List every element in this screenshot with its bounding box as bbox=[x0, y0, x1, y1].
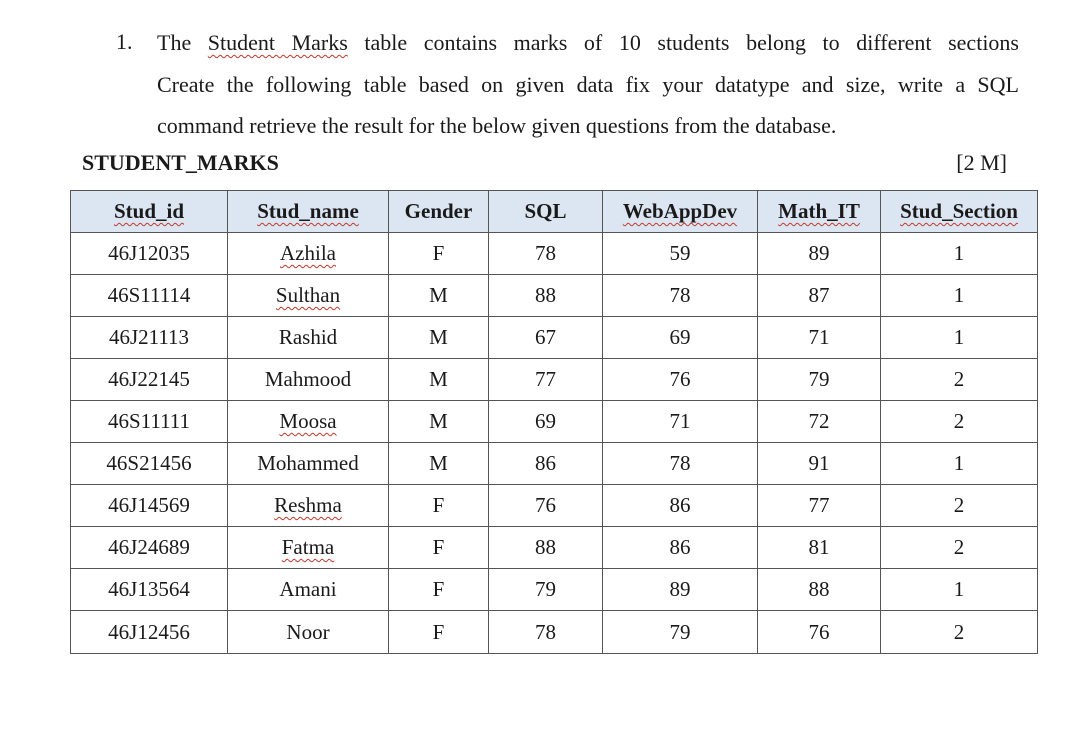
cell-sql bbox=[489, 527, 603, 569]
cell-sql bbox=[489, 275, 603, 317]
header-stud-section bbox=[881, 191, 1038, 233]
cell-sql-value: 69 bbox=[535, 409, 556, 433]
cell-math-it bbox=[758, 527, 881, 569]
cell-webappdev bbox=[603, 401, 758, 443]
cell-stud-name bbox=[228, 233, 389, 275]
cell-webappdev-value: 78 bbox=[669, 451, 691, 475]
cell-gender-value: F bbox=[432, 577, 445, 601]
cell-webappdev-value: 76 bbox=[669, 367, 691, 391]
cell-math-it-value: 72 bbox=[808, 409, 830, 433]
table-header-row bbox=[71, 191, 1038, 233]
cell-stud-name bbox=[228, 443, 389, 485]
cell-stud-section-value: 2 bbox=[953, 367, 965, 391]
cell-stud-name bbox=[228, 275, 389, 317]
cell-stud-id-value: 46J22145 bbox=[108, 367, 190, 391]
cell-stud-id-value: 46S21456 bbox=[106, 451, 192, 475]
cell-stud-id bbox=[71, 401, 228, 443]
question-line-2: Create the following table based on given data fix your datatype and size, write a SQL bbox=[157, 71, 1019, 97]
table-row bbox=[71, 611, 1038, 654]
table-row bbox=[71, 275, 1038, 317]
cell-sql bbox=[489, 485, 603, 527]
cell-gender bbox=[389, 359, 489, 401]
cell-stud-section bbox=[881, 611, 1038, 654]
student-marks-table bbox=[70, 190, 1038, 654]
table-row bbox=[71, 527, 1038, 569]
cell-stud-section bbox=[881, 443, 1038, 485]
header-stud-name bbox=[228, 191, 389, 233]
cell-sql bbox=[489, 359, 603, 401]
header-sql-label: SQL bbox=[524, 199, 567, 223]
header-stud-id bbox=[71, 191, 228, 233]
question-line-3: command retrieve the result for the below given questions from the database. bbox=[157, 113, 837, 138]
cell-gender bbox=[389, 401, 489, 443]
cell-webappdev bbox=[603, 569, 758, 611]
cell-math-it-value: 88 bbox=[808, 577, 830, 601]
cell-stud-section bbox=[881, 485, 1038, 527]
cell-sql bbox=[489, 611, 603, 654]
header-stud-id-label: Stud_id bbox=[113, 199, 185, 223]
cell-sql-value: 79 bbox=[535, 577, 556, 601]
cell-webappdev bbox=[603, 317, 758, 359]
cell-stud-section-value: 2 bbox=[953, 619, 965, 644]
cell-math-it bbox=[758, 317, 881, 359]
cell-gender-value: M bbox=[429, 283, 448, 307]
cell-sql bbox=[489, 317, 603, 359]
cell-gender-value: M bbox=[429, 409, 448, 433]
cell-stud-section-value: 2 bbox=[953, 535, 965, 559]
cell-stud-id-value: 46J12456 bbox=[108, 619, 190, 644]
table-row bbox=[71, 569, 1038, 611]
table-row bbox=[71, 317, 1038, 359]
cell-webappdev-value: 86 bbox=[669, 535, 691, 559]
cell-gender bbox=[389, 233, 489, 275]
cell-gender-value: F bbox=[432, 493, 445, 517]
cell-webappdev-value: 78 bbox=[669, 283, 691, 307]
cell-stud-section-value: 1 bbox=[953, 577, 965, 601]
question-line-1-start: The bbox=[157, 30, 208, 55]
cell-gender bbox=[389, 569, 489, 611]
cell-math-it bbox=[758, 233, 881, 275]
cell-gender-value: F bbox=[432, 241, 445, 265]
cell-stud-id bbox=[71, 275, 228, 317]
cell-stud-id bbox=[71, 485, 228, 527]
cell-webappdev bbox=[603, 611, 758, 654]
cell-math-it bbox=[758, 401, 881, 443]
cell-stud-section bbox=[881, 233, 1038, 275]
cell-stud-id bbox=[71, 443, 228, 485]
table-name-reference: Student Marks bbox=[207, 30, 348, 55]
cell-webappdev bbox=[603, 443, 758, 485]
cell-gender bbox=[389, 485, 489, 527]
cell-stud-section bbox=[881, 359, 1038, 401]
cell-stud-id bbox=[71, 317, 228, 359]
cell-stud-name bbox=[228, 317, 389, 359]
cell-stud-section bbox=[881, 401, 1038, 443]
cell-gender bbox=[389, 611, 489, 654]
cell-gender bbox=[389, 317, 489, 359]
cell-stud-id-value: 46J14569 bbox=[108, 493, 190, 517]
cell-stud-section-value: 2 bbox=[953, 493, 965, 517]
cell-math-it bbox=[758, 611, 881, 654]
cell-gender-value: M bbox=[429, 367, 448, 391]
cell-stud-name-value: Reshma bbox=[274, 493, 342, 517]
header-webappdev bbox=[603, 191, 758, 233]
cell-sql-value: 78 bbox=[535, 619, 556, 644]
cell-stud-name bbox=[228, 611, 389, 654]
cell-sql-value: 88 bbox=[535, 283, 556, 307]
cell-math-it bbox=[758, 485, 881, 527]
cell-webappdev bbox=[603, 233, 758, 275]
question-line-1 bbox=[157, 22, 1019, 64]
cell-stud-id bbox=[71, 611, 228, 654]
cell-math-it-value: 77 bbox=[808, 493, 830, 517]
cell-stud-name-value: Amani bbox=[279, 577, 337, 601]
header-gender bbox=[389, 191, 489, 233]
cell-sql bbox=[489, 443, 603, 485]
cell-stud-section-value: 1 bbox=[953, 241, 965, 265]
table-row bbox=[71, 401, 1038, 443]
cell-webappdev-value: 71 bbox=[669, 409, 691, 433]
cell-stud-name bbox=[228, 401, 389, 443]
header-gender-label: Gender bbox=[404, 199, 473, 223]
cell-sql-value: 88 bbox=[535, 535, 556, 559]
marks-label: [2 M] bbox=[956, 150, 1007, 175]
header-webappdev-label: WebAppDev bbox=[622, 199, 738, 223]
cell-stud-id bbox=[71, 359, 228, 401]
cell-webappdev-value: 86 bbox=[669, 493, 691, 517]
cell-stud-name bbox=[228, 569, 389, 611]
question-line-1-end: table contains marks of 10 students belong to different sections bbox=[347, 30, 1019, 55]
cell-stud-id-value: 46J13564 bbox=[108, 577, 190, 601]
cell-gender-value: M bbox=[429, 325, 448, 349]
question-text bbox=[157, 22, 1019, 147]
cell-math-it-value: 71 bbox=[808, 325, 830, 349]
cell-stud-name-value: Moosa bbox=[279, 409, 337, 433]
table-row bbox=[71, 359, 1038, 401]
cell-gender-value: F bbox=[432, 535, 445, 559]
cell-sql bbox=[489, 401, 603, 443]
cell-math-it-value: 79 bbox=[808, 367, 830, 391]
cell-stud-section bbox=[881, 317, 1038, 359]
cell-stud-section-value: 1 bbox=[953, 325, 965, 349]
cell-math-it bbox=[758, 569, 881, 611]
cell-sql-value: 77 bbox=[535, 367, 556, 391]
cell-sql-value: 76 bbox=[535, 493, 556, 517]
cell-webappdev-value: 89 bbox=[669, 577, 691, 601]
cell-stud-section bbox=[881, 527, 1038, 569]
table-row bbox=[71, 443, 1038, 485]
cell-stud-section bbox=[881, 569, 1038, 611]
cell-stud-name-value: Rashid bbox=[278, 325, 338, 349]
cell-math-it-value: 87 bbox=[808, 283, 830, 307]
cell-stud-name bbox=[228, 527, 389, 569]
cell-gender bbox=[389, 443, 489, 485]
cell-math-it-value: 89 bbox=[808, 241, 830, 265]
header-stud-section-label: Stud_Section bbox=[900, 199, 1018, 223]
cell-stud-name-value: Fatma bbox=[281, 535, 335, 559]
cell-math-it bbox=[758, 443, 881, 485]
cell-sql-value: 67 bbox=[535, 325, 556, 349]
cell-stud-name-value: Noor bbox=[286, 619, 330, 644]
cell-math-it-value: 76 bbox=[808, 619, 830, 644]
cell-sql-value: 78 bbox=[535, 241, 556, 265]
cell-gender-value: M bbox=[429, 451, 448, 475]
header-math-it bbox=[758, 191, 881, 233]
cell-math-it bbox=[758, 275, 881, 317]
table-row bbox=[71, 233, 1038, 275]
cell-stud-section-value: 1 bbox=[953, 451, 965, 475]
cell-stud-name bbox=[228, 485, 389, 527]
cell-sql bbox=[489, 569, 603, 611]
cell-stud-name-value: Azhila bbox=[280, 241, 336, 265]
cell-webappdev bbox=[603, 527, 758, 569]
header-math-it-label: Math_IT bbox=[778, 199, 860, 223]
cell-stud-id bbox=[71, 527, 228, 569]
cell-stud-section-value: 2 bbox=[953, 409, 965, 433]
cell-stud-name bbox=[228, 359, 389, 401]
cell-stud-section bbox=[881, 275, 1038, 317]
cell-stud-id-value: 46S11111 bbox=[107, 409, 191, 433]
cell-webappdev-value: 59 bbox=[669, 241, 691, 265]
cell-math-it-value: 81 bbox=[808, 535, 830, 559]
cell-math-it-value: 91 bbox=[808, 451, 830, 475]
cell-sql bbox=[489, 233, 603, 275]
cell-stud-id bbox=[71, 233, 228, 275]
cell-stud-name-value: Mahmood bbox=[264, 367, 352, 391]
cell-webappdev bbox=[603, 275, 758, 317]
cell-stud-id-value: 46S11114 bbox=[107, 283, 191, 307]
table-row bbox=[71, 485, 1038, 527]
cell-webappdev-value: 69 bbox=[669, 325, 691, 349]
header-stud-name-label: Stud_name bbox=[257, 199, 359, 223]
question-number: 1. bbox=[116, 29, 133, 54]
cell-stud-id-value: 46J24689 bbox=[108, 535, 190, 559]
cell-webappdev bbox=[603, 485, 758, 527]
cell-gender bbox=[389, 275, 489, 317]
cell-stud-section-value: 1 bbox=[953, 283, 965, 307]
cell-sql-value: 86 bbox=[535, 451, 556, 475]
table-body bbox=[71, 233, 1038, 654]
cell-gender bbox=[389, 527, 489, 569]
cell-math-it bbox=[758, 359, 881, 401]
cell-webappdev bbox=[603, 359, 758, 401]
cell-stud-name-value: Mohammed bbox=[257, 451, 359, 475]
header-sql bbox=[489, 191, 603, 233]
cell-webappdev-value: 79 bbox=[669, 619, 691, 644]
cell-stud-id-value: 46J12035 bbox=[108, 241, 190, 265]
cell-gender-value: F bbox=[432, 619, 445, 644]
cell-stud-name-value: Sulthan bbox=[275, 283, 341, 307]
cell-stud-id-value: 46J21113 bbox=[108, 325, 190, 349]
cell-stud-id bbox=[71, 569, 228, 611]
table-title: STUDENT_MARKS bbox=[82, 150, 279, 175]
